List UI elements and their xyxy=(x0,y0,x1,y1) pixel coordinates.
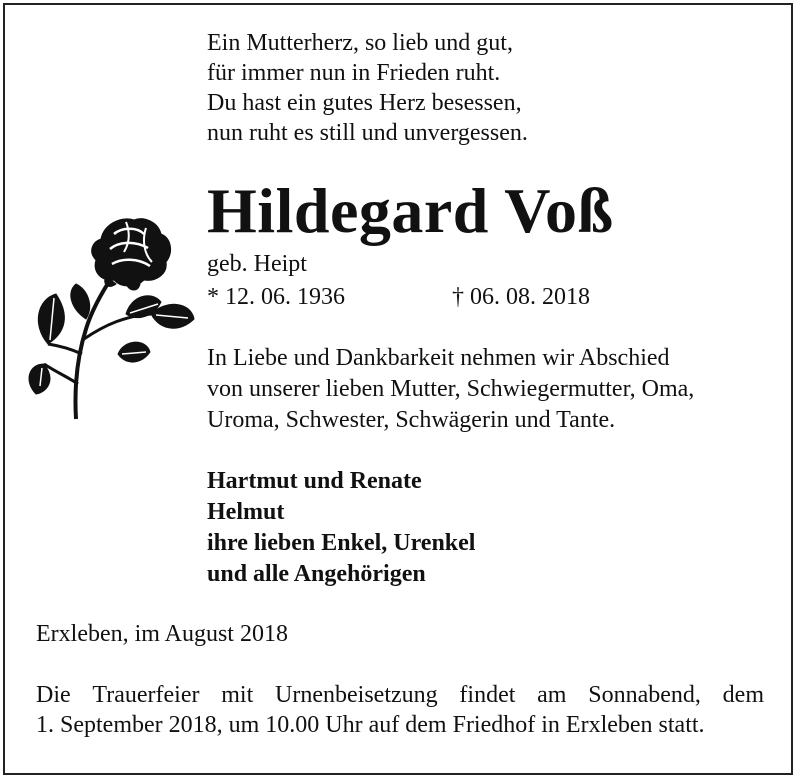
poem-line: Ein Mutterherz, so lieb und gut, xyxy=(207,30,513,56)
mourner: ihre lieben Enkel, Urenkel xyxy=(207,530,476,556)
service-word: dem xyxy=(722,682,764,708)
service-word: findet xyxy=(459,682,516,708)
rose-icon xyxy=(26,214,196,424)
deceased-name: Hildegard Voß xyxy=(207,175,614,246)
mourner: Helmut xyxy=(207,499,285,525)
service-line-2: 1. September 2018, um 10.00 Uhr auf dem Friedhof in Erxleben statt. xyxy=(36,712,705,738)
farewell-line: von unserer lieben Mutter, Schwiegermutter, Oma, xyxy=(207,376,695,402)
farewell-text xyxy=(207,343,694,436)
service-word: mit xyxy=(221,682,254,708)
poem-line: für immer nun in Frieden ruht. xyxy=(207,60,501,86)
mourners-list xyxy=(207,466,475,590)
farewell-line: In Liebe und Dankbarkeit nehmen wir Abschied xyxy=(207,345,670,371)
service-word: am xyxy=(537,682,567,708)
service-word: Sonnabend, xyxy=(588,682,701,708)
service-word: Urnenbeisetzung xyxy=(275,682,438,708)
poem xyxy=(207,28,528,148)
service-word: Trauerfeier xyxy=(92,682,200,708)
farewell-line: Uroma, Schwester, Schwägerin und Tante. xyxy=(207,407,616,433)
place-date: Erxleben, im August 2018 xyxy=(36,621,288,647)
service-word: Die xyxy=(36,682,71,708)
birth-date: * 12. 06. 1936 xyxy=(207,284,345,310)
birth-name: geb. Heipt xyxy=(207,251,307,277)
mourner: und alle Angehörigen xyxy=(207,561,426,587)
mourner: Hartmut und Renate xyxy=(207,468,422,494)
service-line-1 xyxy=(36,680,764,710)
poem-line: nun ruht es still und unvergessen. xyxy=(207,120,528,146)
death-date: † 06. 08. 2018 xyxy=(452,284,590,310)
service-notice xyxy=(36,680,764,740)
poem-line: Du hast ein gutes Herz besessen, xyxy=(207,90,522,116)
